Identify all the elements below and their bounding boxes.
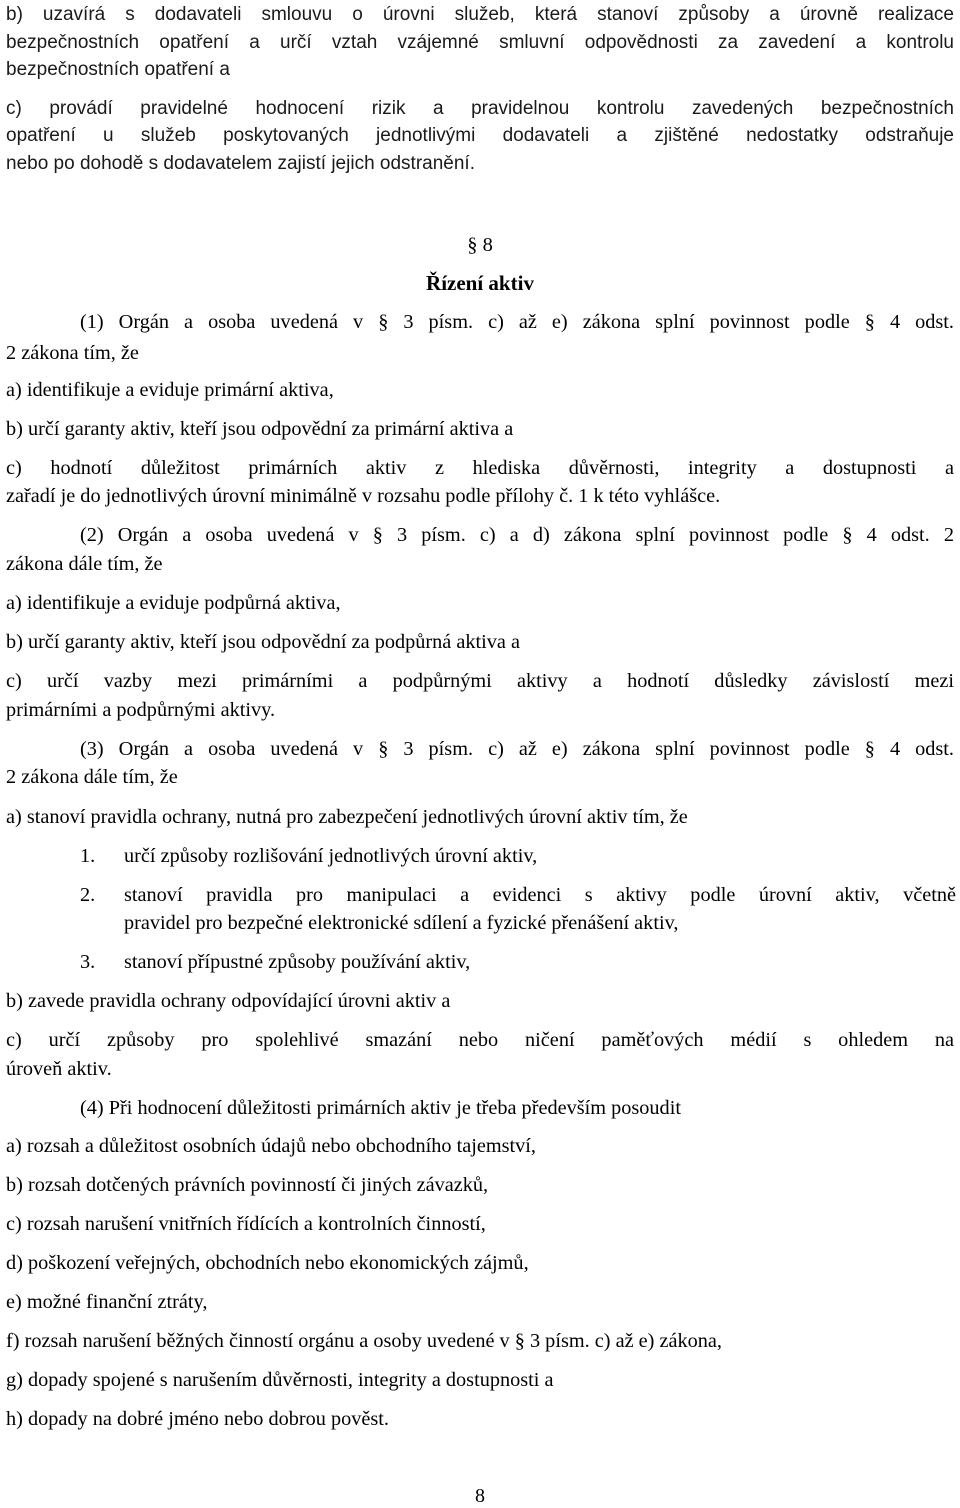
para1-item-b: b) určí garanty aktiv, kteří jsou odpovědní za primární aktiva a: [6, 418, 514, 440]
para3-line-1: (3) Orgán a osoba uvedená v § 3 písm. c) až e) zákona splní povinnost podle § 4 odst.: [80, 738, 954, 760]
item-b-line-2: bezpečnostních opatření a určí vztah vzájemné smluvní odpovědnosti za zavedení a kontrolu: [6, 32, 954, 53]
para3-subitem-number: 1.: [80, 845, 96, 867]
para4-item-f: f) rozsah narušení běžných činností orgánu a osoby uvedené v § 3 písm. c) až e) zákona,: [6, 1330, 722, 1352]
para4-item-g: g) dopady spojené s narušením důvěrnosti, integrity a dostupnosti a: [6, 1369, 554, 1391]
para4-line-1: (4) Při hodnocení důležitosti primárních aktiv je třeba především posoudit: [80, 1097, 681, 1119]
para2-item-c-line-2: primárními a podpůrnými aktivy.: [6, 699, 276, 721]
page-number: 8: [475, 1485, 485, 1507]
para1-item-c-line-2: zařadí je do jednotlivých úrovní minimálně v rozsahu podle přílohy č. 1 k této vyhlášce.: [6, 485, 721, 507]
para3-subitem-text: stanoví přípustné způsoby používání aktiv,: [124, 951, 471, 973]
section-title: Řízení aktiv: [426, 271, 534, 295]
para1-line-1: (1) Orgán a osoba uvedená v § 3 písm. c) až e) zákona splní povinnost podle § 4 odst.: [80, 311, 954, 333]
para3-subitem-text: stanoví pravidla pro manipulaci a evidenci s aktivy podle úrovní aktiv, včetně: [124, 884, 956, 906]
para4-item-h: h) dopady na dobré jméno nebo dobrou pověst.: [6, 1408, 390, 1430]
para1-line-2: 2 zákona tím, že: [6, 342, 139, 364]
para2-item-a: a) identifikuje a eviduje podpůrná aktiva,: [6, 592, 341, 614]
para4-item-d: d) poškození veřejných, obchodních nebo ekonomických zájmů,: [6, 1252, 529, 1274]
item-b-line-1: b) uzavírá s dodavateli smlouvu o úrovni služeb, která stanoví způsoby a úrovně realizace: [6, 4, 954, 25]
section-number: § 8: [467, 234, 493, 256]
para4-item-b: b) rozsah dotčených právních povinností či jiných závazků,: [6, 1174, 489, 1196]
para3-line-2: 2 zákona dále tím, že: [6, 766, 178, 788]
para3-item-c-line-2: úroveň aktiv.: [6, 1058, 112, 1080]
para1-item-a: a) identifikuje a eviduje primární aktiva,: [6, 379, 334, 401]
para3-item-a: a) stanoví pravidla ochrany, nutná pro zabezpečení jednotlivých úrovní aktiv tím, že: [6, 806, 688, 828]
item-c-line-3: nebo po dohodě s dodavatelem zajistí jejich odstranění.: [6, 153, 475, 174]
para1-item-c-line-1: c) hodnotí důležitost primárních aktiv z hlediska důvěrnosti, integrity a dostupnosti a: [6, 457, 954, 479]
para3-subitem-number: 3.: [80, 951, 96, 973]
para3-subitem-text-continued: pravidel pro bezpečné elektronické sdílení a fyzické přenášení aktiv,: [124, 912, 679, 934]
para2-item-b: b) určí garanty aktiv, kteří jsou odpovědní za podpůrná aktiva a: [6, 631, 521, 653]
para3-item-b: b) zavede pravidla ochrany odpovídající úrovni aktiv a: [6, 990, 451, 1012]
item-c-line-1: c) provádí pravidelné hodnocení rizik a pravidelnou kontrolu zavedených bezpečnostních: [6, 98, 954, 119]
para4-item-e: e) možné finanční ztráty,: [6, 1291, 208, 1313]
para3-item-c-line-1: c) určí způsoby pro spolehlivé smazání nebo ničení paměťových médií s ohledem na: [6, 1029, 954, 1051]
para2-line-2: zákona dále tím, že: [6, 553, 163, 575]
item-c-line-2: opatření u služeb poskytovaných jednotlivými dodavateli a zjištěné nedostatky odstraňuje: [6, 125, 954, 146]
item-b-line-3: bezpečnostních opatření a: [6, 59, 230, 80]
para4-item-c: c) rozsah narušení vnitřních řídících a kontrolních činností,: [6, 1213, 486, 1235]
para4-item-a: a) rozsah a důležitost osobních údajů nebo obchodního tajemství,: [6, 1135, 537, 1157]
para3-subitem-text: určí způsoby rozlišování jednotlivých úrovní aktiv,: [124, 845, 538, 867]
para3-subitem-number: 2.: [80, 884, 96, 906]
para2-line-1: (2) Orgán a osoba uvedená v § 3 písm. c) a d) zákona splní povinnost podle § 4 odst. 2: [80, 524, 954, 546]
para2-item-c-line-1: c) určí vazby mezi primárními a podpůrnými aktivy a hodnotí důsledky závislostí mezi: [6, 670, 954, 692]
